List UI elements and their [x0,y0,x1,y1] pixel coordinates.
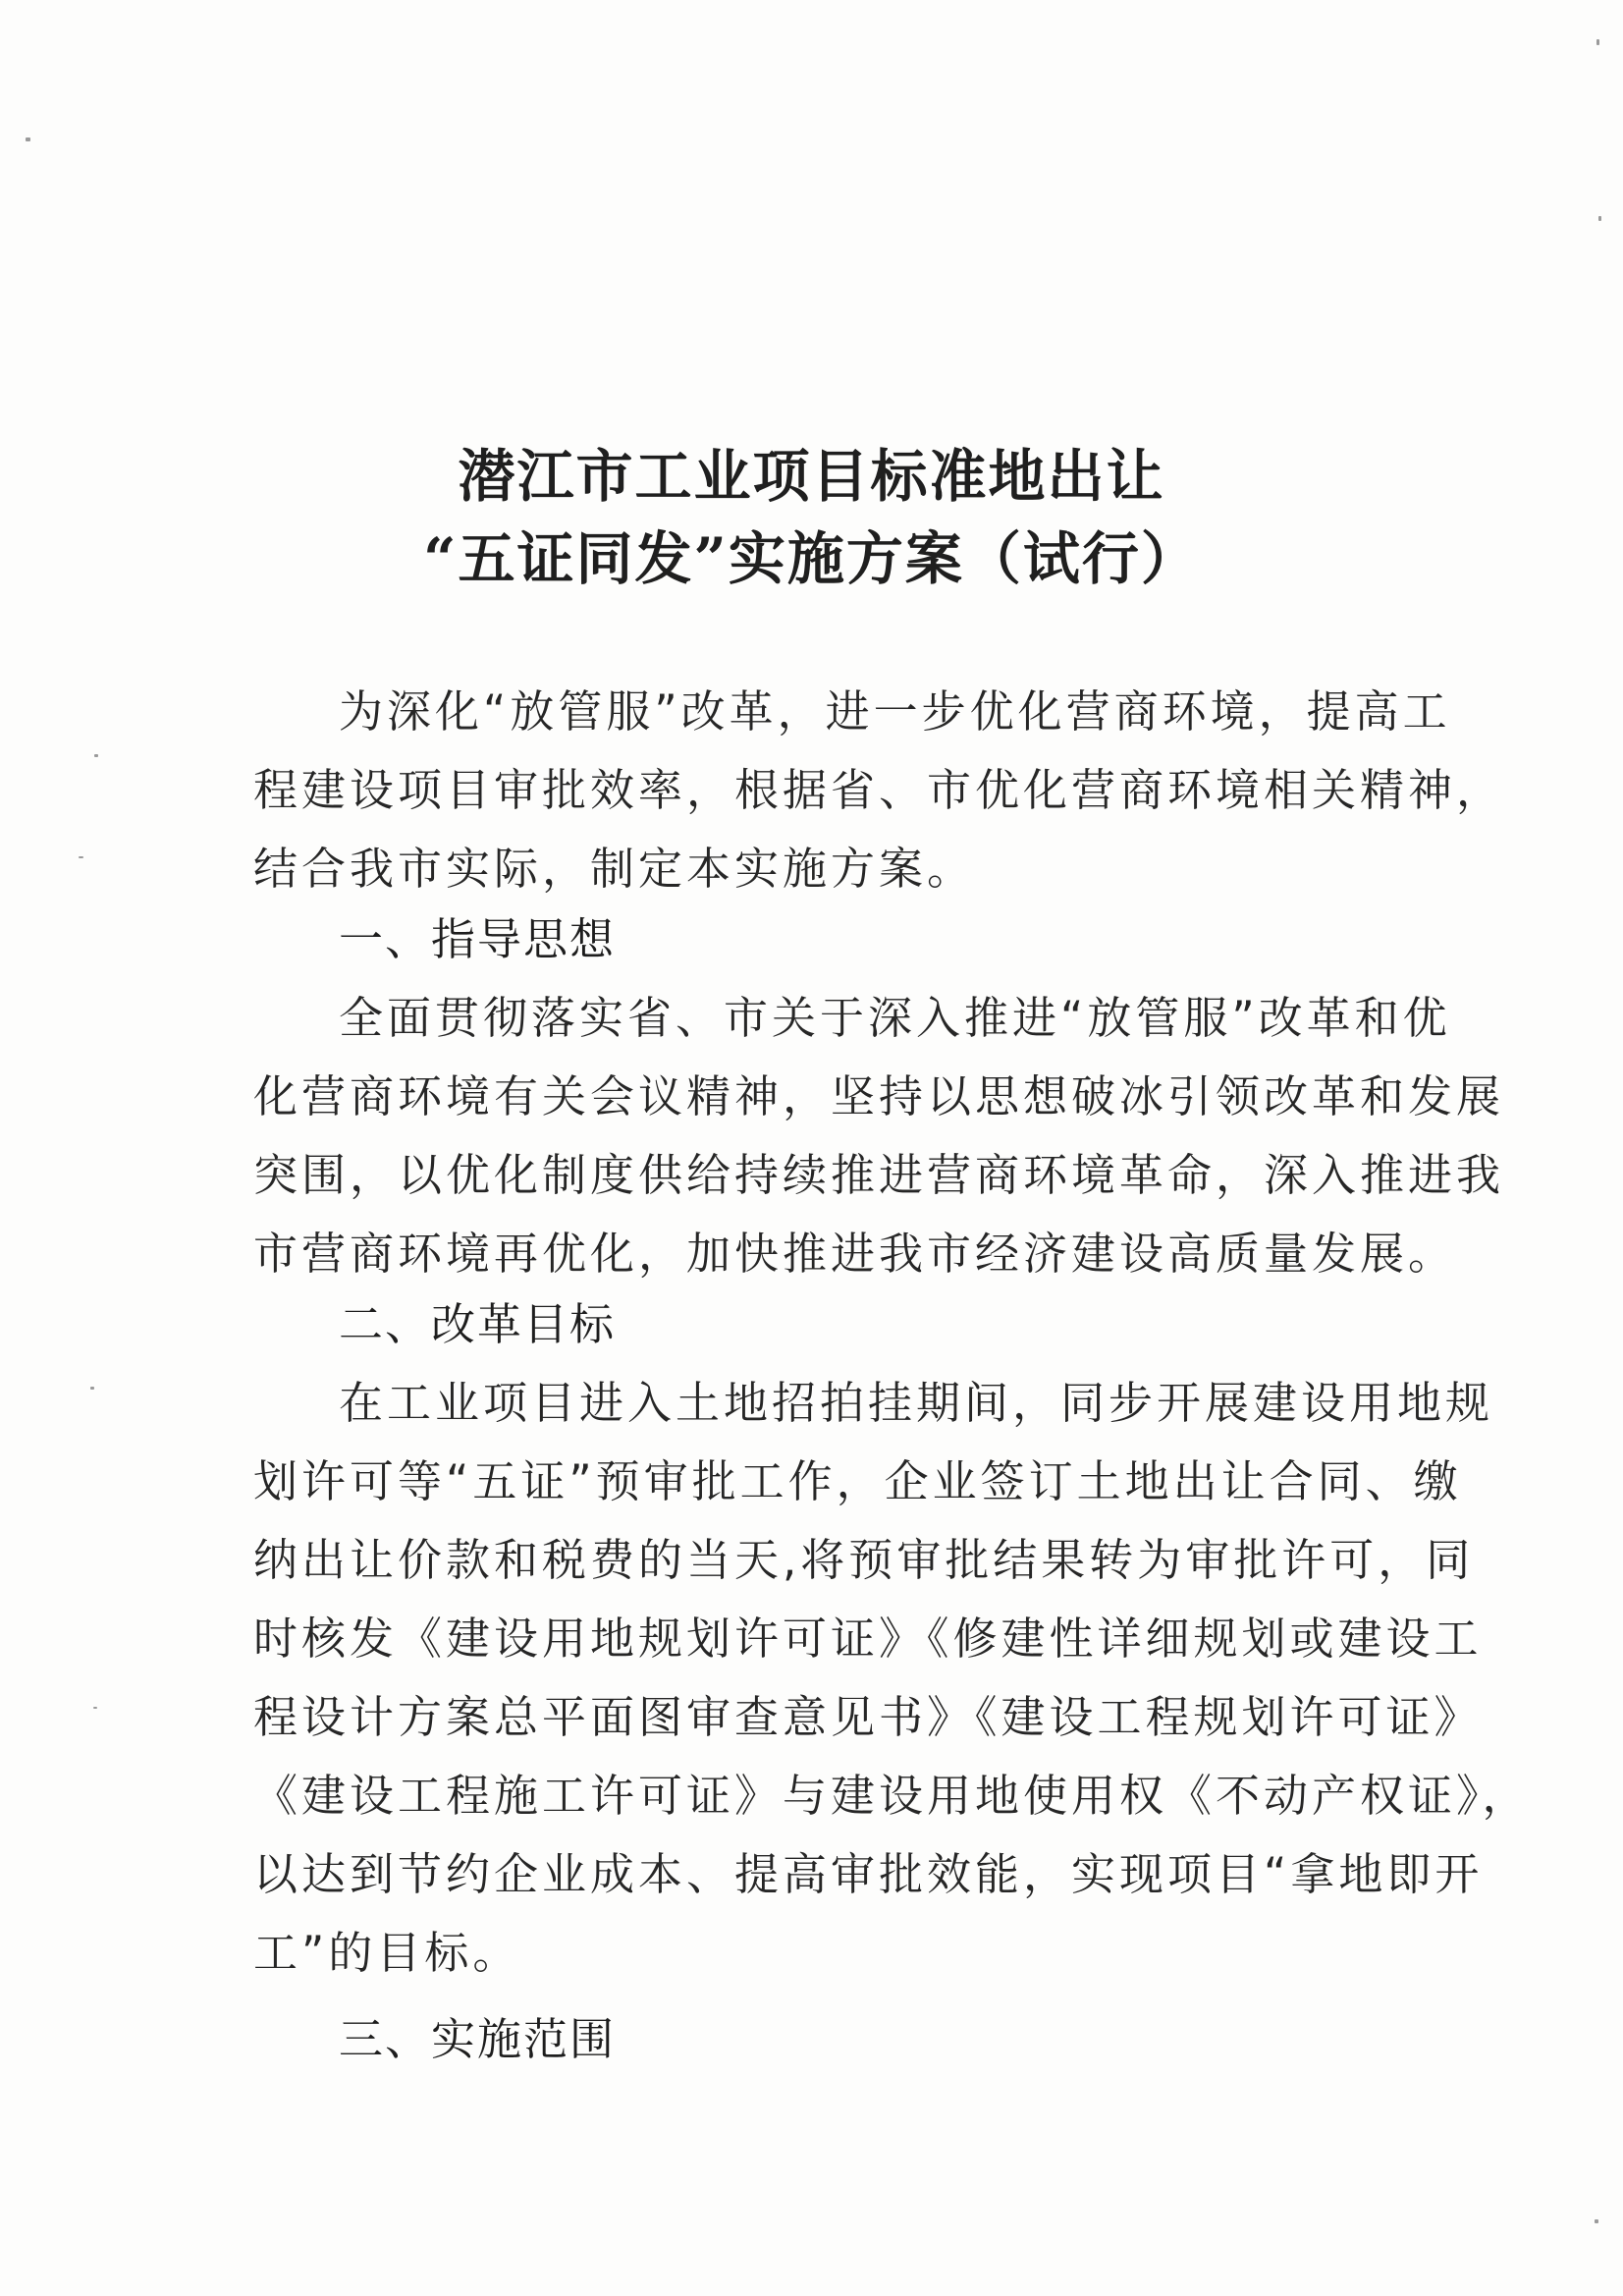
paragraph-line: 《建设工程施工许可证》与建设用地使用权《不动产权证》， [253,1770,1531,1822]
scan-speck [94,754,98,757]
paragraph-line: 突围，以优化制度供给持续推进营商环境革命，深入推进我 [253,1149,1505,1201]
scan-speck [93,1707,97,1709]
scan-speck [1595,2219,1598,2223]
intro-line: 为深化“放管服”改革，进一步优化营商环境，提高工 [339,685,1451,738]
intro-line: 结合我市实际，制定本实施方案。 [253,843,976,895]
scan-speck [79,856,83,858]
document-title-line1: 潜江市工业项目标准地出让 [458,443,1165,510]
scan-speck [90,1387,94,1390]
paragraph-line: 工”的目标。 [253,1927,521,1979]
paragraph-line: 划许可等“五证”预审批工作，企业签订土地出让合同、缴 [253,1455,1462,1507]
section-heading: 一、指导思想 [339,913,617,965]
paragraph-line: 时核发《建设用地规划许可证》《修建性详细规划或建设工 [253,1613,1483,1665]
scan-speck [1596,39,1599,45]
paragraph-line: 市营商环境再优化，加快推进我市经济建设高质量发展。 [253,1228,1457,1280]
section-heading: 三、实施范围 [339,2013,617,2065]
paragraph-line: 全面贯彻落实省、市关于深入推进“放管服”改革和优 [339,992,1451,1044]
scan-speck [26,137,30,141]
paragraph-line: 化营商环境有关会议精神，坚持以思想破冰引领改革和发展 [253,1070,1505,1122]
intro-line: 程建设项目审批效率，根据省、市优化营商环境相关精神， [253,764,1505,816]
paragraph-line: 以达到节约企业成本、提高审批效能，实现项目“拿地即开 [253,1848,1484,1900]
section-heading: 二、改革目标 [339,1298,617,1350]
scan-speck [1598,216,1601,221]
document-title-line2: “五证同发”实施方案（试行） [423,525,1200,592]
paragraph-line: 纳出让价款和税费的当天,将预审批结果转为审批许可，同 [253,1534,1475,1586]
paragraph-line: 在工业项目进入土地招拍挂期间，同步开展建设用地规 [339,1377,1494,1429]
paragraph-line: 程设计方案总平面图审查意见书》《建设工程规划许可证》 [253,1691,1483,1743]
